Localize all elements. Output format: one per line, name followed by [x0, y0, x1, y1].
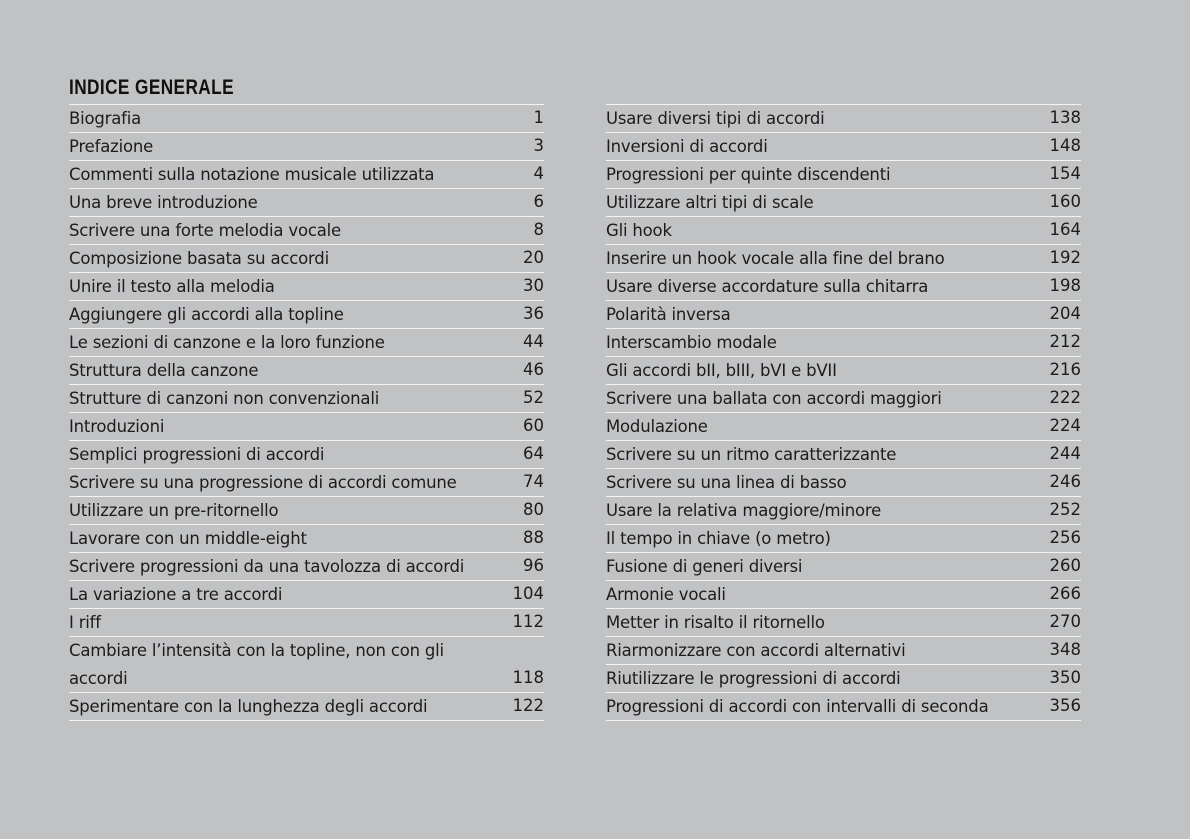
toc-entry-page: 244: [1049, 444, 1081, 463]
toc-entry[interactable]: [69, 385, 544, 413]
toc-entry-page: 198: [1049, 276, 1081, 295]
toc-entry-title: Prefazione: [69, 137, 154, 156]
toc-entry[interactable]: [606, 217, 1081, 245]
toc-entry-page: 348: [1049, 640, 1081, 659]
toc-entry-page: 104: [512, 584, 544, 603]
toc-entry-page: 246: [1049, 472, 1081, 491]
toc-entry-page: 96: [523, 556, 544, 575]
toc-entry-title: Metter in risalto il ritornello: [606, 613, 825, 632]
toc-entry-title: Gli hook: [606, 221, 672, 240]
toc-entry[interactable]: [69, 273, 544, 301]
toc-entry-title: Utilizzare un pre-ritornello: [69, 501, 279, 520]
toc-entry-title: Usare diversi tipi di accordi: [606, 109, 825, 128]
toc-entry[interactable]: [606, 385, 1081, 413]
toc-entry[interactable]: [69, 609, 544, 637]
toc-entry[interactable]: [606, 497, 1081, 525]
toc-entry-title: Progressioni per quinte discendenti: [606, 165, 891, 184]
toc-entry[interactable]: [69, 245, 544, 273]
toc-entry-page: 222: [1049, 388, 1081, 407]
toc-entry-title: Armonie vocali: [606, 585, 726, 604]
toc-entry-title: Le sezioni di canzone e la loro funzione: [69, 333, 385, 352]
toc-entry-title: Biografia: [69, 109, 142, 128]
toc-entry[interactable]: [69, 217, 544, 245]
toc-entry[interactable]: [606, 553, 1081, 581]
toc-entry-title: Interscambio modale: [606, 333, 777, 352]
toc-entry[interactable]: [606, 105, 1081, 133]
toc-entry[interactable]: [606, 693, 1081, 721]
toc-entry-title: Scrivere su una progressione di accordi comune: [69, 473, 457, 492]
toc-entry-page: 88: [523, 528, 544, 547]
toc-entry-page: 118: [512, 668, 544, 687]
toc-entry-title: Una breve introduzione: [69, 193, 258, 212]
toc-entry-page: 8: [533, 220, 544, 239]
toc-entry-title: Modulazione: [606, 417, 708, 436]
toc-entry[interactable]: [69, 553, 544, 581]
toc-entry[interactable]: [606, 161, 1081, 189]
toc-entry[interactable]: [606, 525, 1081, 553]
toc-entry-page: 148: [1049, 136, 1081, 155]
toc-entry-title: Gli accordi bII, bIII, bVI e bVII: [606, 361, 837, 380]
toc-entry-page: 74: [523, 472, 544, 491]
toc-entry-title: Scrivere una forte melodia vocale: [69, 221, 341, 240]
toc-entry-page: 46: [523, 360, 544, 379]
toc-entry-title: Aggiungere gli accordi alla topline: [69, 305, 344, 324]
toc-entry[interactable]: [606, 245, 1081, 273]
toc-entry[interactable]: [69, 133, 544, 161]
toc-entry[interactable]: [69, 161, 544, 189]
toc-entry[interactable]: [69, 105, 544, 133]
toc-entry-page: 204: [1049, 304, 1081, 323]
toc-entry[interactable]: [606, 357, 1081, 385]
toc-entry[interactable]: [69, 581, 544, 609]
toc-entry-page: 160: [1049, 192, 1081, 211]
toc-entry[interactable]: [606, 301, 1081, 329]
toc-entry-title: Scrivere su un ritmo caratterizzante: [606, 445, 897, 464]
toc-entry-title: Usare diverse accordature sulla chitarra: [606, 277, 929, 296]
toc-entry-title: I riff: [69, 613, 101, 632]
toc-entry[interactable]: [606, 581, 1081, 609]
toc-entry-page: 30: [523, 276, 544, 295]
toc-entry-page: 266: [1049, 584, 1081, 603]
toc-entry-page: 1: [533, 108, 544, 127]
toc-entry[interactable]: [606, 637, 1081, 665]
toc-entry-page: 164: [1049, 220, 1081, 239]
toc-entry[interactable]: [69, 469, 544, 497]
toc-entry-page: 6: [533, 192, 544, 211]
toc-entry-title: Il tempo in chiave (o metro): [606, 529, 831, 548]
toc-entry-title: Unire il testo alla melodia: [69, 277, 275, 296]
toc-entry[interactable]: [69, 693, 544, 721]
toc-entry[interactable]: [606, 189, 1081, 217]
toc-entry-page: 256: [1049, 528, 1081, 547]
toc-entry[interactable]: [606, 273, 1081, 301]
toc-entry-page: 350: [1049, 668, 1081, 687]
toc-entry-title: Riutilizzare le progressioni di accordi: [606, 669, 901, 688]
toc-entry-page: 154: [1049, 164, 1081, 183]
toc-entry-page: 212: [1049, 332, 1081, 351]
toc-entry-page: 260: [1049, 556, 1081, 575]
toc-entry[interactable]: [606, 665, 1081, 693]
toc-entry-page: 4: [533, 164, 544, 183]
toc-entry[interactable]: [69, 189, 544, 217]
toc-entry[interactable]: [606, 441, 1081, 469]
toc-entry[interactable]: [69, 301, 544, 329]
toc-entry-title: Scrivere su una linea di basso: [606, 473, 847, 492]
toc-entry-page: 80: [523, 500, 544, 519]
toc-entry-title: Scrivere una ballata con accordi maggiori: [606, 389, 942, 408]
toc-entry-page: 20: [523, 248, 544, 267]
toc-entry-page: 224: [1049, 416, 1081, 435]
toc-entry-title: Commenti sulla notazione musicale utilizzata: [69, 165, 435, 184]
toc-entry-page: 216: [1049, 360, 1081, 379]
toc-left-column: [69, 104, 544, 721]
toc-entry-page: 52: [523, 388, 544, 407]
toc-entry[interactable]: [69, 357, 544, 385]
toc-entry-page: 252: [1049, 500, 1081, 519]
toc-entry[interactable]: [606, 469, 1081, 497]
toc-entry-title: Progressioni di accordi con intervalli di seconda: [606, 697, 989, 716]
toc-entry-title: Composizione basata su accordi: [69, 249, 329, 268]
toc-entry[interactable]: [69, 525, 544, 553]
toc-entry-title: Introduzioni: [69, 417, 165, 436]
toc-entry-title: Struttura della canzone: [69, 361, 259, 380]
toc-entry[interactable]: [606, 413, 1081, 441]
toc-entry-title: Usare la relativa maggiore/minore: [606, 501, 882, 520]
toc-entry-title: Strutture di canzoni non convenzionali: [69, 389, 380, 408]
toc-entry-title: Inversioni di accordi: [606, 137, 768, 156]
toc-entry[interactable]: [69, 497, 544, 525]
toc-entry-title: Fusione di generi diversi: [606, 557, 803, 576]
toc-entry[interactable]: [606, 133, 1081, 161]
toc-entry[interactable]: [606, 329, 1081, 357]
toc-entry-title: Utilizzare altri tipi di scale: [606, 193, 814, 212]
index-title: INDICE GENERALE: [69, 76, 234, 99]
toc-entry-page: 270: [1049, 612, 1081, 631]
toc-entry-page: 36: [523, 304, 544, 323]
toc-entry[interactable]: [69, 413, 544, 441]
toc-entry[interactable]: [69, 329, 544, 357]
toc-entry-page: 112: [512, 612, 544, 631]
toc-entry-title: Sperimentare con la lunghezza degli accordi: [69, 697, 428, 716]
toc-entry-title: La variazione a tre accordi: [69, 585, 283, 604]
toc-entry[interactable]: [69, 441, 544, 469]
toc-entry-page: 3: [533, 136, 544, 155]
toc-entry[interactable]: [69, 637, 544, 693]
toc-entry-page: 44: [523, 332, 544, 351]
toc-entry-page: 122: [512, 696, 544, 715]
toc-entry-title: Riarmonizzare con accordi alternativi: [606, 641, 906, 660]
toc-entry-page: 64: [523, 444, 544, 463]
toc-entry-page: 138: [1049, 108, 1081, 127]
toc-entry-page: 356: [1049, 696, 1081, 715]
toc-entry-title: Cambiare l’intensità con la topline, non con gli accordi: [69, 641, 444, 688]
toc-entry-page: 60: [523, 416, 544, 435]
toc-entry-title: Semplici progressioni di accordi: [69, 445, 325, 464]
toc-entry-page: 192: [1049, 248, 1081, 267]
toc-right-column: [606, 104, 1081, 721]
toc-entry-title: Scrivere progressioni da una tavolozza di accordi: [69, 557, 465, 576]
toc-entry[interactable]: [606, 609, 1081, 637]
toc-entry-title: Lavorare con un middle-eight: [69, 529, 307, 548]
toc-entry-title: Inserire un hook vocale alla fine del brano: [606, 249, 945, 268]
toc-entry-title: Polarità inversa: [606, 305, 731, 324]
